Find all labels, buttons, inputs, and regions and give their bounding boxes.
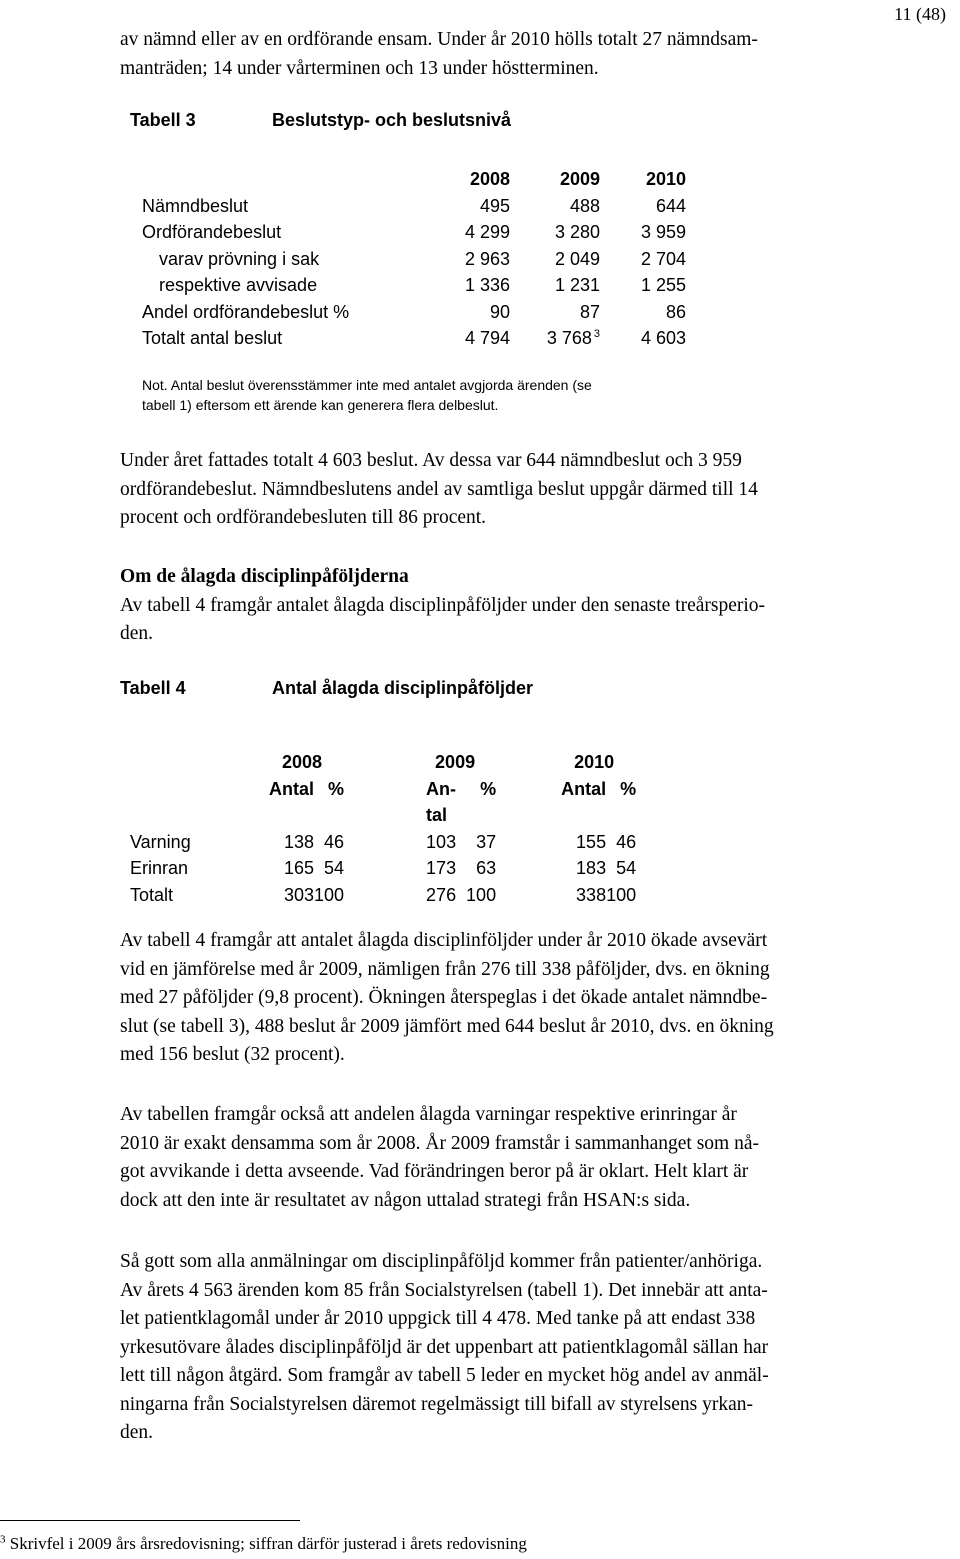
cell: 46 [324, 831, 345, 852]
paragraph-line: Av tabellen framgår också att andelen ålagda varningar respektive erinringar år [120, 1104, 737, 1125]
footnote-ref[interactable]: 3 [593, 328, 600, 340]
table-row [142, 299, 686, 326]
cell: 276 [426, 884, 457, 905]
row-label: Andel ordförandebeslut % [142, 301, 350, 322]
cell: 4 299 [464, 222, 510, 242]
table3-year: 2009 [559, 169, 600, 189]
intro-line: av nämnd eller av en ordförande ensam. Under år 2010 hölls totalt 27 nämndsam- [120, 29, 758, 50]
cell: 87 [579, 301, 600, 322]
cell: 4 794 [464, 328, 510, 348]
intro-paragraph [120, 26, 958, 83]
paragraph-warnings [120, 1101, 958, 1215]
cell: 46 [616, 831, 637, 852]
table-row [130, 829, 636, 856]
paragraph-line: dock att den inte är resultatet av någon uttalad strategi från HSAN:s sida. [120, 1189, 691, 1211]
paragraph-line: Av tabell 4 framgår att antalet ålagda disciplinföljder under år 2010 ökade avsevärt [120, 930, 768, 951]
cell: 3 280 [554, 222, 600, 242]
paragraph-line: den. [120, 623, 154, 644]
cell: 100 [314, 884, 345, 905]
table4-subheader-row [130, 776, 636, 803]
cell: 2 963 [464, 248, 510, 269]
table-row [142, 219, 686, 246]
cell-value: 3 768 [546, 328, 592, 348]
col-antal-part: An- [426, 778, 457, 799]
paragraph-line: ordförandebeslut. Nämndbeslutens andel av samtliga beslut uppgår därmed till 14 [120, 478, 758, 500]
cell: 86 [665, 301, 686, 322]
table3-year: 2010 [645, 169, 686, 189]
section-disciplinary [120, 563, 958, 649]
paragraph-line: ningarna från Socialstyrelsen däremot regelmässigt till bifall av styrelsens yrkan- [120, 1393, 754, 1415]
cell: 488 [569, 195, 600, 216]
row-label: respektive avvisade [159, 275, 318, 295]
table-row [142, 272, 686, 299]
cell: 2 049 [554, 248, 600, 269]
table3-note [142, 376, 592, 415]
cell: 338 [576, 884, 607, 905]
table-row [130, 855, 636, 882]
row-label: Ordförandebeslut [142, 222, 282, 242]
cell: 103 [426, 831, 457, 852]
col-antal: Antal [269, 778, 314, 799]
cell: 3 959 [640, 222, 686, 242]
cell: 100 [466, 884, 497, 905]
col-pct: % [480, 778, 497, 799]
cell: 54 [616, 858, 637, 878]
cell: 63 [476, 858, 497, 878]
cell: 1 231 [554, 275, 600, 295]
table-row [130, 882, 636, 909]
table4-title: Antal ålagda disciplinpåföljder [272, 678, 534, 698]
col-pct: % [328, 778, 345, 799]
footnote-text: Skrivfel i 2009 års årsredovisning; siffran därför justerad i årets redovisning [9, 1534, 527, 1553]
cell: 100 [606, 884, 637, 905]
table4-year: 2010 [574, 752, 615, 772]
paragraph-line: got avvikande i detta avseende. Vad förändringen beror på är oklart. Helt klart är [120, 1161, 749, 1182]
table4-year: 2009 [435, 752, 476, 772]
row-label: varav prövning i sak [159, 248, 320, 269]
table3-title: Beslutstyp- och beslutsnivå [272, 110, 512, 130]
table4-label: Tabell 4 [120, 678, 186, 698]
cell: 303 [283, 884, 314, 905]
table4-year-row [130, 749, 636, 776]
table3 [142, 166, 686, 352]
cell: 2 704 [640, 248, 686, 269]
cell: 1 336 [464, 275, 510, 295]
cell: 155 [576, 831, 607, 852]
cell: 54 [324, 858, 345, 878]
note-line: tabell 1) eftersom ett ärende kan generera flera delbeslut. [142, 396, 499, 413]
cell: 173 [426, 858, 457, 878]
row-label: Totalt [130, 884, 174, 905]
page-number: 11 (48) [894, 4, 946, 24]
paragraph-line: 2010 är exakt densamma som år 2008. År 2009 framstår i sammanhanget som nå- [120, 1132, 759, 1154]
cell: 138 [283, 831, 314, 852]
paragraph-line: Av årets 4 563 ärenden kom 85 från Socialstyrelsen (tabell 1). Det innebär att anta- [120, 1279, 768, 1301]
table4 [130, 749, 636, 908]
cell: 644 [655, 195, 686, 216]
cell: 165 [283, 858, 314, 878]
table4-year: 2008 [282, 752, 323, 772]
cell: 495 [479, 195, 510, 216]
paragraph-table4-analysis [120, 927, 958, 1070]
paragraph-line: let patientklagomål under år 2010 uppgick till 4 478. Med tanke på att endast 338 [120, 1308, 756, 1329]
cell: 37 [476, 831, 497, 852]
table-row [142, 246, 686, 273]
intro-line: manträden; 14 under vårterminen och 13 under höstterminen. [120, 57, 599, 79]
paragraph-line: Så gott som alla anmälningar om disciplinpåföljd kommer från patienter/anhöriga. [120, 1251, 763, 1272]
row-label: Totalt antal beslut [142, 328, 283, 348]
paragraph-decisions [120, 447, 958, 533]
paragraph-line: Av tabell 4 framgår antalet ålagda disciplinpåföljder under den senaste treårsperio- [120, 594, 766, 616]
paragraph-line: Under året fattades totalt 4 603 beslut. Av dessa var 644 nämndbeslut och 3 959 [120, 450, 742, 471]
paragraph-line: med 156 beslut (32 procent). [120, 1044, 345, 1065]
cell: 4 603 [640, 328, 686, 348]
table4-subheader-row-2 [130, 802, 636, 829]
col-antal-split [414, 776, 466, 803]
table-row [142, 325, 686, 352]
paragraph-line: lett till någon åtgärd. Som framgår av tabell 5 leder en mycket hög andel av anmäl- [120, 1365, 769, 1386]
paragraph-line: slut (se tabell 3), 488 beslut år 2009 jämfört med 644 beslut år 2010, dvs. en ökning [120, 1015, 774, 1037]
paragraph-line: yrkesutövare ålades disciplinpåföljd är det uppenbart att patientklagomål sällan har [120, 1336, 769, 1358]
table-row [142, 193, 686, 220]
paragraph-complaints [120, 1248, 958, 1448]
cell [510, 325, 600, 352]
row-label: Nämndbeslut [142, 195, 249, 216]
cell: 90 [489, 301, 510, 322]
col-antal-part: tal [426, 805, 448, 825]
col-pct: % [620, 778, 637, 799]
section-heading: Om de ålagda disciplinpåföljderna [120, 566, 409, 587]
table3-header-row [142, 166, 686, 193]
table3-year: 2008 [469, 169, 510, 189]
paragraph-line: procent och ordförandebesluten till 86 procent. [120, 507, 487, 528]
paragraph-line: den. [120, 1422, 154, 1443]
footnote-mark: 3 [0, 1533, 6, 1546]
col-antal: Antal [561, 778, 607, 799]
note-line: Not. Antal beslut överensstämmer inte med antalet avgjorda ärenden (se [142, 377, 592, 393]
footnote-divider [0, 1520, 300, 1521]
paragraph-line: vid en jämförelse med år 2009, nämligen från 276 till 338 påföljder, dvs. en ökning [120, 958, 770, 980]
cell: 183 [576, 858, 607, 878]
table3-label: Tabell 3 [130, 110, 196, 130]
footnote [0, 1530, 527, 1559]
paragraph-line: med 27 påföljder (9,8 procent). Ökningen återspeglas i det ökade antalet nämndbe- [120, 987, 768, 1008]
row-label: Erinran [130, 858, 189, 878]
row-label: Varning [130, 831, 191, 852]
cell: 1 255 [640, 275, 686, 295]
